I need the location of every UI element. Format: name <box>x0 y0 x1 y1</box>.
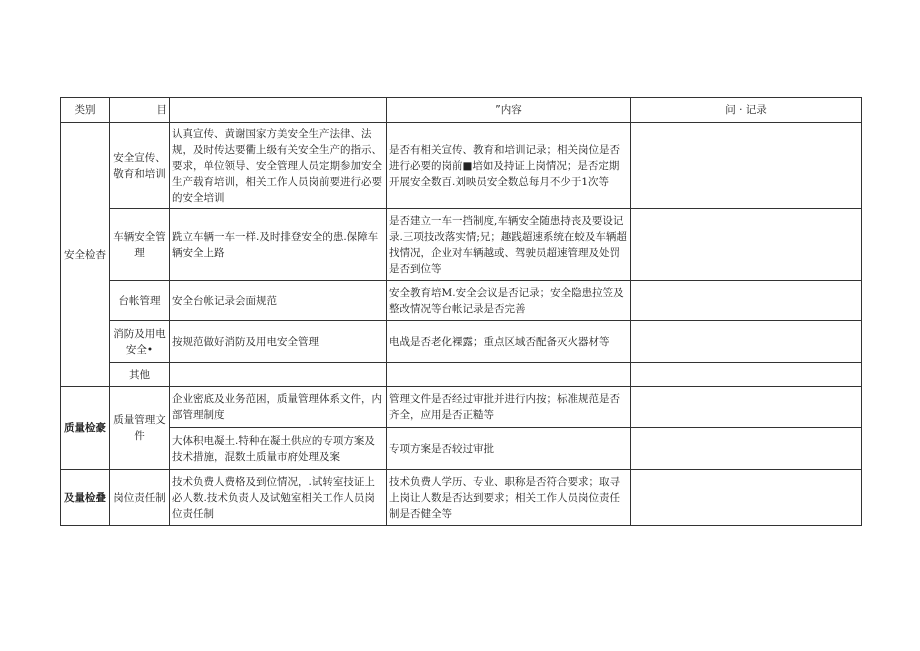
header-record: 问 · 记录 <box>631 98 862 123</box>
requirement-cell: 安全台帐记录会面规范 <box>170 281 387 321</box>
table-row <box>61 387 862 428</box>
inspection-table <box>60 97 862 526</box>
content-cell: 专项方案是否较过审批 <box>387 428 631 470</box>
record-cell[interactable] <box>631 281 862 321</box>
record-cell[interactable] <box>631 363 862 387</box>
requirement-cell: 认真宣传、黄谢国家方美安全生产法律、法规，及时传达要衢上级有关安全生产的指示、要求，单位领导、安全管理人员定期参加安全生产载育培训，相关工作人员岗前要进行必要的安全培训 <box>170 123 387 209</box>
category-quality: 质量检豪 <box>61 387 110 470</box>
record-cell[interactable] <box>631 123 862 209</box>
header-item: 目 <box>110 98 170 123</box>
content-cell <box>387 363 631 387</box>
item-cell: 台帐管理 <box>110 281 170 321</box>
header-content: ”内容 <box>387 98 631 123</box>
table-row <box>61 123 862 209</box>
content-cell: 电战是否老化裸露；重点区域否配备灭火器材等 <box>387 321 631 363</box>
table-row <box>61 428 862 470</box>
requirement-cell: 大体积电凝土.特种在凝土供应的专项方案及技术措施，混数土质量市府处理及案 <box>170 428 387 470</box>
header-category: 类别 <box>61 98 110 123</box>
category-safety: 安全检杳 <box>61 123 110 387</box>
record-cell[interactable] <box>631 209 862 281</box>
content-cell: 安全教育培M.安全会议是否记录；安全隐患拉笠及整改情况等台帐记录是否完善 <box>387 281 631 321</box>
item-cell: 质量管理文件 <box>110 387 170 470</box>
item-cell: 其他 <box>110 363 170 387</box>
record-cell[interactable] <box>631 321 862 363</box>
requirement-cell: 企业密底及业务范困，质量管理体系文件，内部管理制度 <box>170 387 387 428</box>
header-requirement <box>170 98 387 123</box>
table-row <box>61 209 862 281</box>
content-cell: 是否有相关宣传、教育和培训记录；相关岗位是否进行必要的岗前■培如及持证上岗情况；是否定期开展安全数百.刘映员安全数总每月不少于1次等 <box>387 123 631 209</box>
category-responsibility: 及量检叠 <box>61 470 110 526</box>
table-row <box>61 470 862 526</box>
record-cell[interactable] <box>631 428 862 470</box>
content-cell: 是否建立一车一挡制度,车辆安全随患持丧及要设记录.三项技改落实情;兄；趣践超速系统在蛟及车辆超找情况，企业对车辆越或、驾驶员超速管理及处罚是否到位等 <box>387 209 631 281</box>
requirement-cell: 技术负费人费格及到位情况，.试转室技证上必人数.技术负责人及试勉室相关工作人员岗位责任制 <box>170 470 387 526</box>
item-cell: 消防及用电安全• <box>110 321 170 363</box>
content-cell: 技术负费人学历、专业、职称是否符合要求；取寻上岗让人数是否达到要求；相关工作人员岗位责任制是否健全等 <box>387 470 631 526</box>
record-cell[interactable] <box>631 470 862 526</box>
header-row <box>61 98 862 123</box>
table-row <box>61 363 862 387</box>
item-cell: 车辆安全管理 <box>110 209 170 281</box>
table-row <box>61 321 862 363</box>
item-cell: 安全宣传、敬育和培训 <box>110 123 170 209</box>
item-cell: 岗位责任制 <box>110 470 170 526</box>
requirement-cell: 按规范做好消防及用电安全管理 <box>170 321 387 363</box>
requirement-cell <box>170 363 387 387</box>
table-row <box>61 281 862 321</box>
content-cell: 管理文件是否经过审批并进行内按；标准规范是否齐全，应用是否正糙等 <box>387 387 631 428</box>
record-cell[interactable] <box>631 387 862 428</box>
requirement-cell: 跣立车辆一车一样.及时排登安全的患.保障车辆安全上路 <box>170 209 387 281</box>
